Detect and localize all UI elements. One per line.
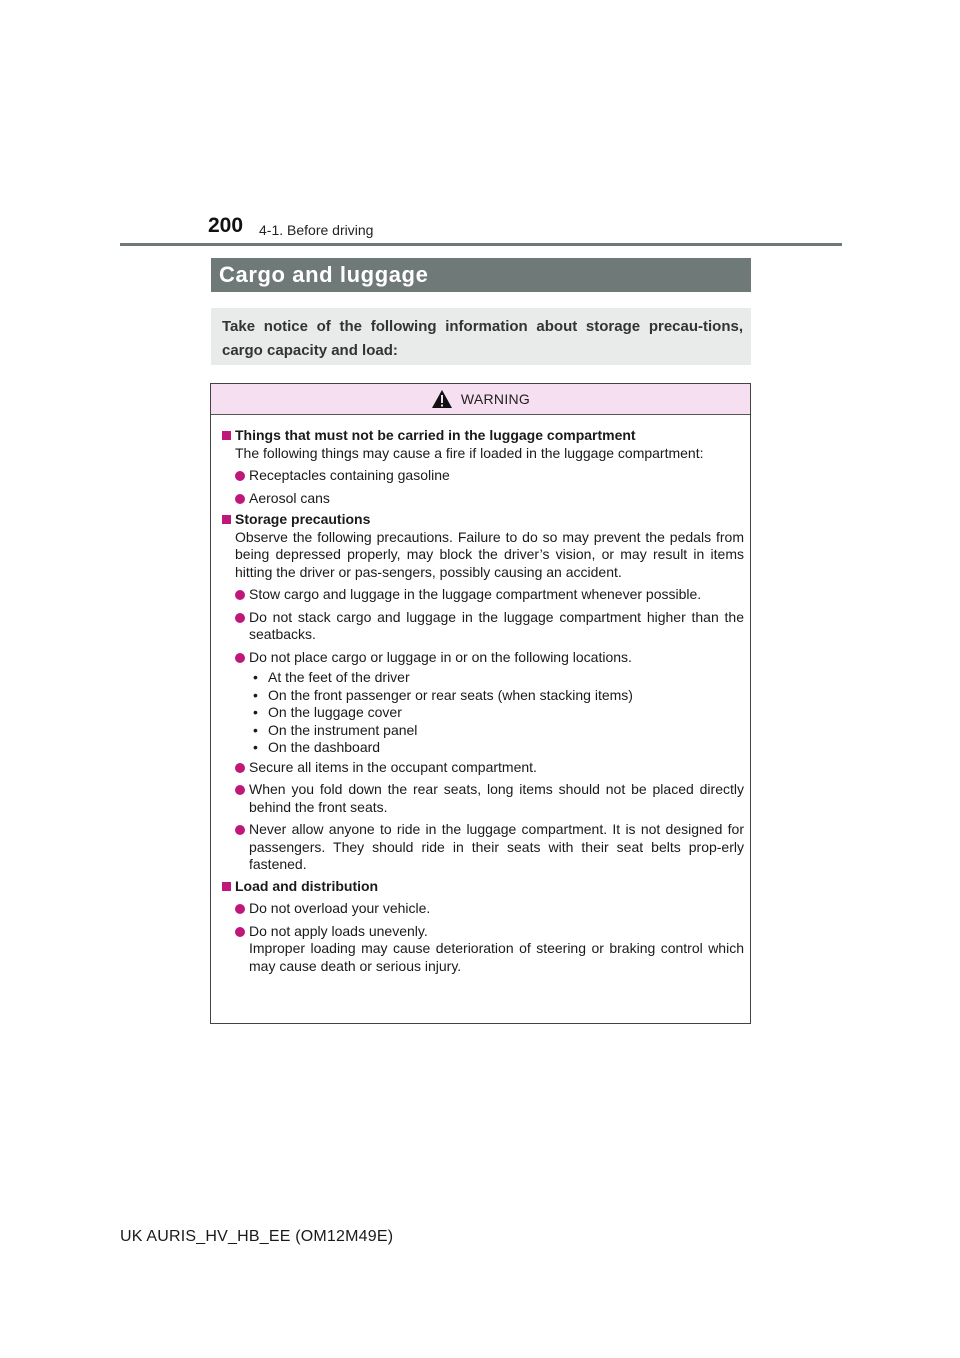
sub-list xyxy=(218,669,744,757)
list-item: Secure all items in the occupant compartment. xyxy=(218,759,744,777)
sub-list-item: • At the feet of the driver xyxy=(249,669,744,687)
sub-list-item: • On the dashboard xyxy=(249,739,744,757)
list-item: Do not apply loads unevenly. xyxy=(218,923,744,941)
circle-bullet-icon xyxy=(235,471,245,481)
square-bullet-icon xyxy=(222,882,231,891)
section-text: The following things may cause a fire if loaded in the luggage compartment: xyxy=(235,444,704,461)
page-number: 200 xyxy=(208,214,244,237)
sub-list-item: • On the front passenger or rear seats (when stacking items) xyxy=(249,687,744,705)
warning-body xyxy=(211,415,750,975)
warning-box xyxy=(210,383,751,1024)
page-title: Cargo and luggage xyxy=(219,262,429,287)
footer-model-code: UK AURIS_HV_HB_EE (OM12M49E) xyxy=(120,1228,394,1245)
warning-label: WARNING xyxy=(460,391,531,407)
square-bullet-icon xyxy=(222,515,231,524)
header-rule xyxy=(120,243,842,246)
list-item: Stow cargo and luggage in the luggage compartment whenever possible. xyxy=(218,586,744,604)
intro-box xyxy=(211,308,751,365)
section-heading: Things that must not be carried in the luggage compartment xyxy=(218,427,744,445)
list-item: Do not place cargo or luggage in or on the following locations. xyxy=(218,649,744,667)
circle-bullet-icon xyxy=(235,785,245,795)
circle-bullet-icon xyxy=(235,613,245,623)
circle-bullet-icon xyxy=(235,763,245,773)
circle-bullet-icon xyxy=(235,494,245,504)
list-item: Receptacles containing gasoline xyxy=(218,467,744,485)
circle-bullet-icon xyxy=(235,904,245,914)
list-item: When you fold down the rear seats, long items should not be placed directly behind the front seats. xyxy=(218,781,744,816)
circle-bullet-icon xyxy=(235,825,245,835)
list-item: Never allow anyone to ride in the luggage compartment. It is not designed for passengers. They should ride in their seats with their seat belts prop-erly fastened. xyxy=(218,821,744,874)
page-title-bar xyxy=(211,258,751,292)
section-heading: Load and distribution xyxy=(218,878,744,896)
list-item: Do not stack cargo and luggage in the luggage compartment higher than the seatbacks. xyxy=(218,609,744,644)
section-heading: Storage precautions xyxy=(218,511,744,529)
warning-header xyxy=(211,384,750,415)
circle-bullet-icon xyxy=(235,590,245,600)
circle-bullet-icon xyxy=(235,927,245,937)
list-item: Do not overload your vehicle. xyxy=(218,900,744,918)
square-bullet-icon xyxy=(222,431,231,440)
intro-text: Take notice of the following information about storage precau-tions, cargo capacity and load: xyxy=(222,318,743,359)
list-item: Aerosol cans xyxy=(218,490,744,508)
sub-list-item: • On the instrument panel xyxy=(249,722,744,740)
section-text: Observe the following precautions. Failure to do so may prevent the pedals from being depressed properly, may block the driver’s vision, or may result in items hitting the driver or pas-sengers, possibly causing an accident. xyxy=(235,528,744,580)
sub-list-item: • On the luggage cover xyxy=(249,704,744,722)
section-label: 4-1. Before driving xyxy=(259,222,374,238)
warning-triangle-icon xyxy=(431,389,453,409)
circle-bullet-icon xyxy=(235,653,245,663)
section-text: Improper loading may cause deterioration of steering or braking control which may cause death or serious injury. xyxy=(249,940,744,974)
